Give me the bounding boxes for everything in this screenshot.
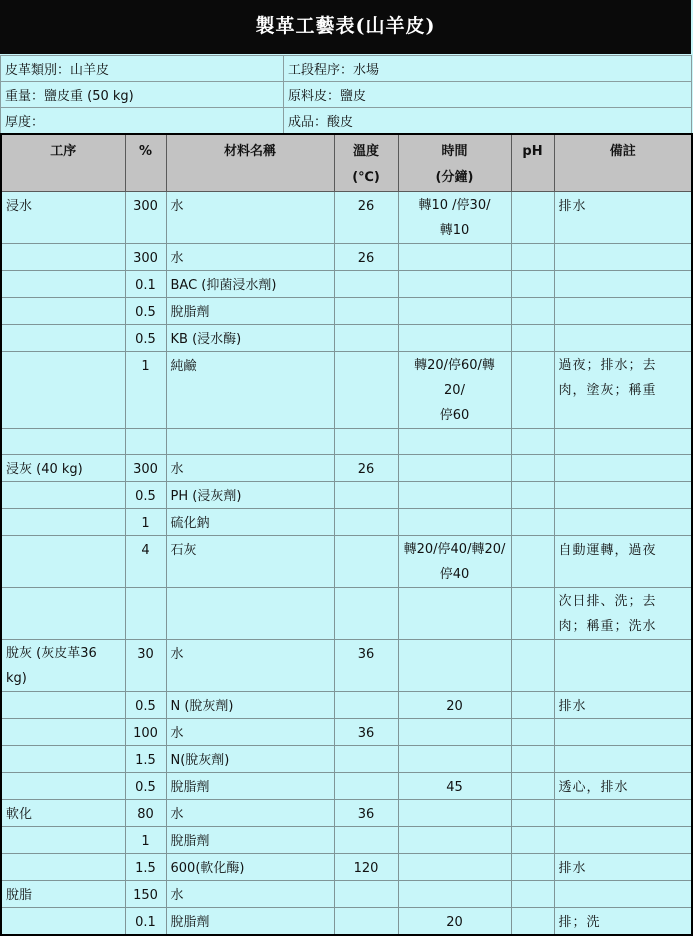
cell-note: [554, 881, 692, 908]
cell-material: 水: [166, 800, 334, 827]
cell-step: [1, 908, 125, 936]
cell-step: [1, 588, 125, 640]
cell-material: 純鹼: [166, 352, 334, 429]
cell-step: [1, 244, 125, 271]
table-row: [1, 800, 692, 827]
cell-percent: 0.5: [125, 692, 166, 719]
cell-material: 水: [166, 640, 334, 692]
cell-step: [1, 352, 125, 429]
cell-temperature: 36: [334, 640, 398, 692]
cell-note-line2: 肉；稱重；洗水: [558, 619, 657, 634]
table-row: [1, 827, 692, 854]
cell-percent: 1: [125, 352, 166, 429]
cell-note: 透心，排水: [554, 773, 692, 800]
cell-ph: [511, 244, 554, 271]
cell-temperature: [334, 352, 398, 429]
process-table: [0, 133, 693, 936]
cell-percent: 30: [125, 640, 166, 692]
cell-temperature: 26: [334, 455, 398, 482]
raw-hide: 原料皮：鹽皮: [284, 82, 692, 108]
cell-step: [1, 640, 125, 692]
finished-product: 成品：酸皮: [284, 108, 692, 134]
cell-percent: 100: [125, 719, 166, 746]
cell-percent: 300: [125, 244, 166, 271]
header-ph: pH: [511, 134, 554, 192]
cell-time: [398, 536, 511, 588]
cell-material: PH (浸灰劑): [166, 482, 334, 509]
cell-time: [398, 244, 511, 271]
header-temp-line1: 溫度: [352, 144, 379, 159]
cell-temperature: [334, 881, 398, 908]
cell-percent: 0.5: [125, 773, 166, 800]
cell-note: 排水: [554, 192, 692, 244]
cell-temperature: [334, 692, 398, 719]
cell-note: [554, 509, 692, 536]
cell-time-line1: 轉20/停60/轉 20/: [414, 358, 495, 398]
cell-time: 20: [398, 908, 511, 936]
cell-step: [1, 827, 125, 854]
cell-time-line2: 轉10: [439, 223, 470, 238]
cell-ph: [511, 827, 554, 854]
cell-step: [1, 271, 125, 298]
cell-temperature: [334, 588, 398, 640]
cell-step-line1: 脫灰 (灰皮革36: [6, 646, 97, 661]
cell-ph: [511, 719, 554, 746]
cell-time: [398, 271, 511, 298]
cell-material: 水: [166, 881, 334, 908]
cell-percent: [125, 429, 166, 455]
cell-temperature: [334, 746, 398, 773]
cell-material: 脫脂劑: [166, 827, 334, 854]
cell-note: 排水: [554, 854, 692, 881]
info-row: [1, 82, 692, 108]
cell-time: [398, 352, 511, 429]
cell-temperature: [334, 509, 398, 536]
cell-step: [1, 509, 125, 536]
header-time-line2: (分鐘): [435, 170, 474, 185]
cell-ph: [511, 588, 554, 640]
cell-step: [1, 692, 125, 719]
cell-material: [166, 588, 334, 640]
cell-temperature: [334, 298, 398, 325]
cell-percent: 0.1: [125, 908, 166, 936]
cell-note: [554, 271, 692, 298]
cell-time: [398, 854, 511, 881]
cell-note: [554, 325, 692, 352]
cell-time: [398, 719, 511, 746]
cell-temperature: 26: [334, 192, 398, 244]
cell-temperature: [334, 536, 398, 588]
cell-material: 600(軟化酶): [166, 854, 334, 881]
cell-ph: [511, 536, 554, 588]
cell-percent: 4: [125, 536, 166, 588]
cell-time-line1: 轉20/停40/轉20/: [403, 542, 506, 557]
cell-time-line2: 停60: [439, 408, 470, 423]
cell-temperature: [334, 325, 398, 352]
cell-ph: [511, 325, 554, 352]
cell-time: [398, 800, 511, 827]
cell-material: 脫脂劑: [166, 298, 334, 325]
cell-material: KB (浸水酶): [166, 325, 334, 352]
cell-ph: [511, 640, 554, 692]
table-row: [1, 773, 692, 800]
cell-temperature: [334, 773, 398, 800]
cell-time: [398, 325, 511, 352]
table-row: [1, 244, 692, 271]
cell-step: [1, 746, 125, 773]
cell-step: 軟化: [1, 800, 125, 827]
cell-step: [1, 536, 125, 588]
cell-step: 浸水: [1, 192, 125, 244]
cell-ph: [511, 692, 554, 719]
cell-percent: 1: [125, 827, 166, 854]
cell-ph: [511, 908, 554, 936]
info-table: [0, 55, 692, 134]
cell-ph: [511, 854, 554, 881]
cell-ph: [511, 192, 554, 244]
cell-ph: [511, 352, 554, 429]
cell-note: [554, 429, 692, 455]
cell-material: 脫脂劑: [166, 908, 334, 936]
table-row: [1, 640, 692, 692]
cell-note: 自動運轉，過夜: [554, 536, 692, 588]
cell-percent: 80: [125, 800, 166, 827]
header-time: [398, 134, 511, 192]
cell-step: [1, 482, 125, 509]
cell-note: [554, 800, 692, 827]
cell-note-line2: 肉，塗灰；稱重: [558, 383, 657, 398]
cell-ph: [511, 298, 554, 325]
cell-step: [1, 298, 125, 325]
cell-time: [398, 192, 511, 244]
cell-note: 排水: [554, 692, 692, 719]
header-temperature: [334, 134, 398, 192]
cell-time-line1: 轉10 /停30/: [418, 198, 491, 213]
header-time-line1: 時間: [441, 144, 468, 159]
cell-time: [398, 509, 511, 536]
table-row: [1, 271, 692, 298]
cell-note: 排；洗: [554, 908, 692, 936]
table-row: [1, 692, 692, 719]
table-row: [1, 429, 692, 455]
cell-material: N (脫灰劑): [166, 692, 334, 719]
table-row: [1, 509, 692, 536]
cell-percent: 1: [125, 509, 166, 536]
header-material: 材料名稱: [166, 134, 334, 192]
cell-material: 水: [166, 455, 334, 482]
cell-material: N(脫灰劑): [166, 746, 334, 773]
cell-step-line2: kg): [6, 671, 27, 686]
table-row: [1, 455, 692, 482]
cell-time: [398, 640, 511, 692]
cell-temperature: [334, 908, 398, 936]
cell-percent: 1.5: [125, 746, 166, 773]
cell-ph: [511, 455, 554, 482]
table-row: [1, 881, 692, 908]
header-note: 備註: [554, 134, 692, 192]
cell-material: 水: [166, 244, 334, 271]
cell-note: [554, 482, 692, 509]
cell-percent: 300: [125, 455, 166, 482]
cell-ph: [511, 881, 554, 908]
cell-temperature: [334, 429, 398, 455]
cell-step: 脫脂: [1, 881, 125, 908]
process-stage: 工段程序：水場: [284, 56, 692, 82]
table-row: [1, 908, 692, 936]
cell-material: 石灰: [166, 536, 334, 588]
cell-percent: 0.5: [125, 482, 166, 509]
cell-material: 水: [166, 192, 334, 244]
cell-percent: [125, 588, 166, 640]
cell-time: [398, 298, 511, 325]
cell-step: [1, 854, 125, 881]
cell-note: [554, 719, 692, 746]
cell-percent: 0.1: [125, 271, 166, 298]
cell-ph: [511, 482, 554, 509]
cell-percent: 1.5: [125, 854, 166, 881]
cell-temperature: [334, 271, 398, 298]
cell-note: [554, 588, 692, 640]
cell-note-line1: 過夜；排水；去: [558, 358, 657, 373]
cell-note: [554, 827, 692, 854]
table-row: [1, 854, 692, 881]
header-percent: %: [125, 134, 166, 192]
cell-time: [398, 482, 511, 509]
cell-step: [1, 429, 125, 455]
cell-note: [554, 455, 692, 482]
cell-note: [554, 746, 692, 773]
header-step: 工序: [1, 134, 125, 192]
header-row: [1, 134, 692, 192]
cell-percent: 0.5: [125, 325, 166, 352]
cell-time: [398, 827, 511, 854]
table-row: [1, 298, 692, 325]
table-row: [1, 588, 692, 640]
cell-time-line2: 停40: [439, 567, 470, 582]
cell-material: 硫化鈉: [166, 509, 334, 536]
cell-material: 水: [166, 719, 334, 746]
cell-note: [554, 352, 692, 429]
cell-percent: 150: [125, 881, 166, 908]
table-row: [1, 352, 692, 429]
cell-temperature: 120: [334, 854, 398, 881]
cell-ph: [511, 746, 554, 773]
cell-note: [554, 640, 692, 692]
cell-material: [166, 429, 334, 455]
table-row: [1, 482, 692, 509]
weight: 重量：鹽皮重 (50 kg): [1, 82, 284, 108]
cell-time: [398, 588, 511, 640]
cell-material: BAC (抑菌浸水劑): [166, 271, 334, 298]
info-row: [1, 108, 692, 134]
cell-temperature: 36: [334, 719, 398, 746]
cell-temperature: [334, 827, 398, 854]
table-row: [1, 536, 692, 588]
cell-material: 脫脂劑: [166, 773, 334, 800]
cell-time: 20: [398, 692, 511, 719]
page-title: 製革工藝表(山羊皮): [0, 0, 691, 54]
cell-ph: [511, 800, 554, 827]
table-row: [1, 719, 692, 746]
cell-ph: [511, 509, 554, 536]
cell-ph: [511, 271, 554, 298]
table-row: [1, 746, 692, 773]
thickness: 厚度：: [1, 108, 284, 134]
cell-ph: [511, 773, 554, 800]
cell-temperature: 36: [334, 800, 398, 827]
leather-type: 皮革類別：山羊皮: [1, 56, 284, 82]
cell-time: 45: [398, 773, 511, 800]
cell-step: [1, 325, 125, 352]
cell-temperature: [334, 482, 398, 509]
cell-note-line1: 次日排、洗；去: [558, 594, 657, 609]
cell-time: [398, 429, 511, 455]
cell-temperature: 26: [334, 244, 398, 271]
cell-note: [554, 298, 692, 325]
table-row: [1, 192, 692, 244]
table-row: [1, 325, 692, 352]
cell-percent: 0.5: [125, 298, 166, 325]
cell-time: [398, 881, 511, 908]
cell-step: [1, 773, 125, 800]
cell-step: [1, 719, 125, 746]
header-temp-line2: (℃): [352, 170, 380, 185]
cell-time: [398, 455, 511, 482]
cell-note: [554, 244, 692, 271]
cell-percent: 300: [125, 192, 166, 244]
cell-step: 浸灰 (40 kg): [1, 455, 125, 482]
cell-ph: [511, 429, 554, 455]
info-row: [1, 56, 692, 82]
cell-time: [398, 746, 511, 773]
